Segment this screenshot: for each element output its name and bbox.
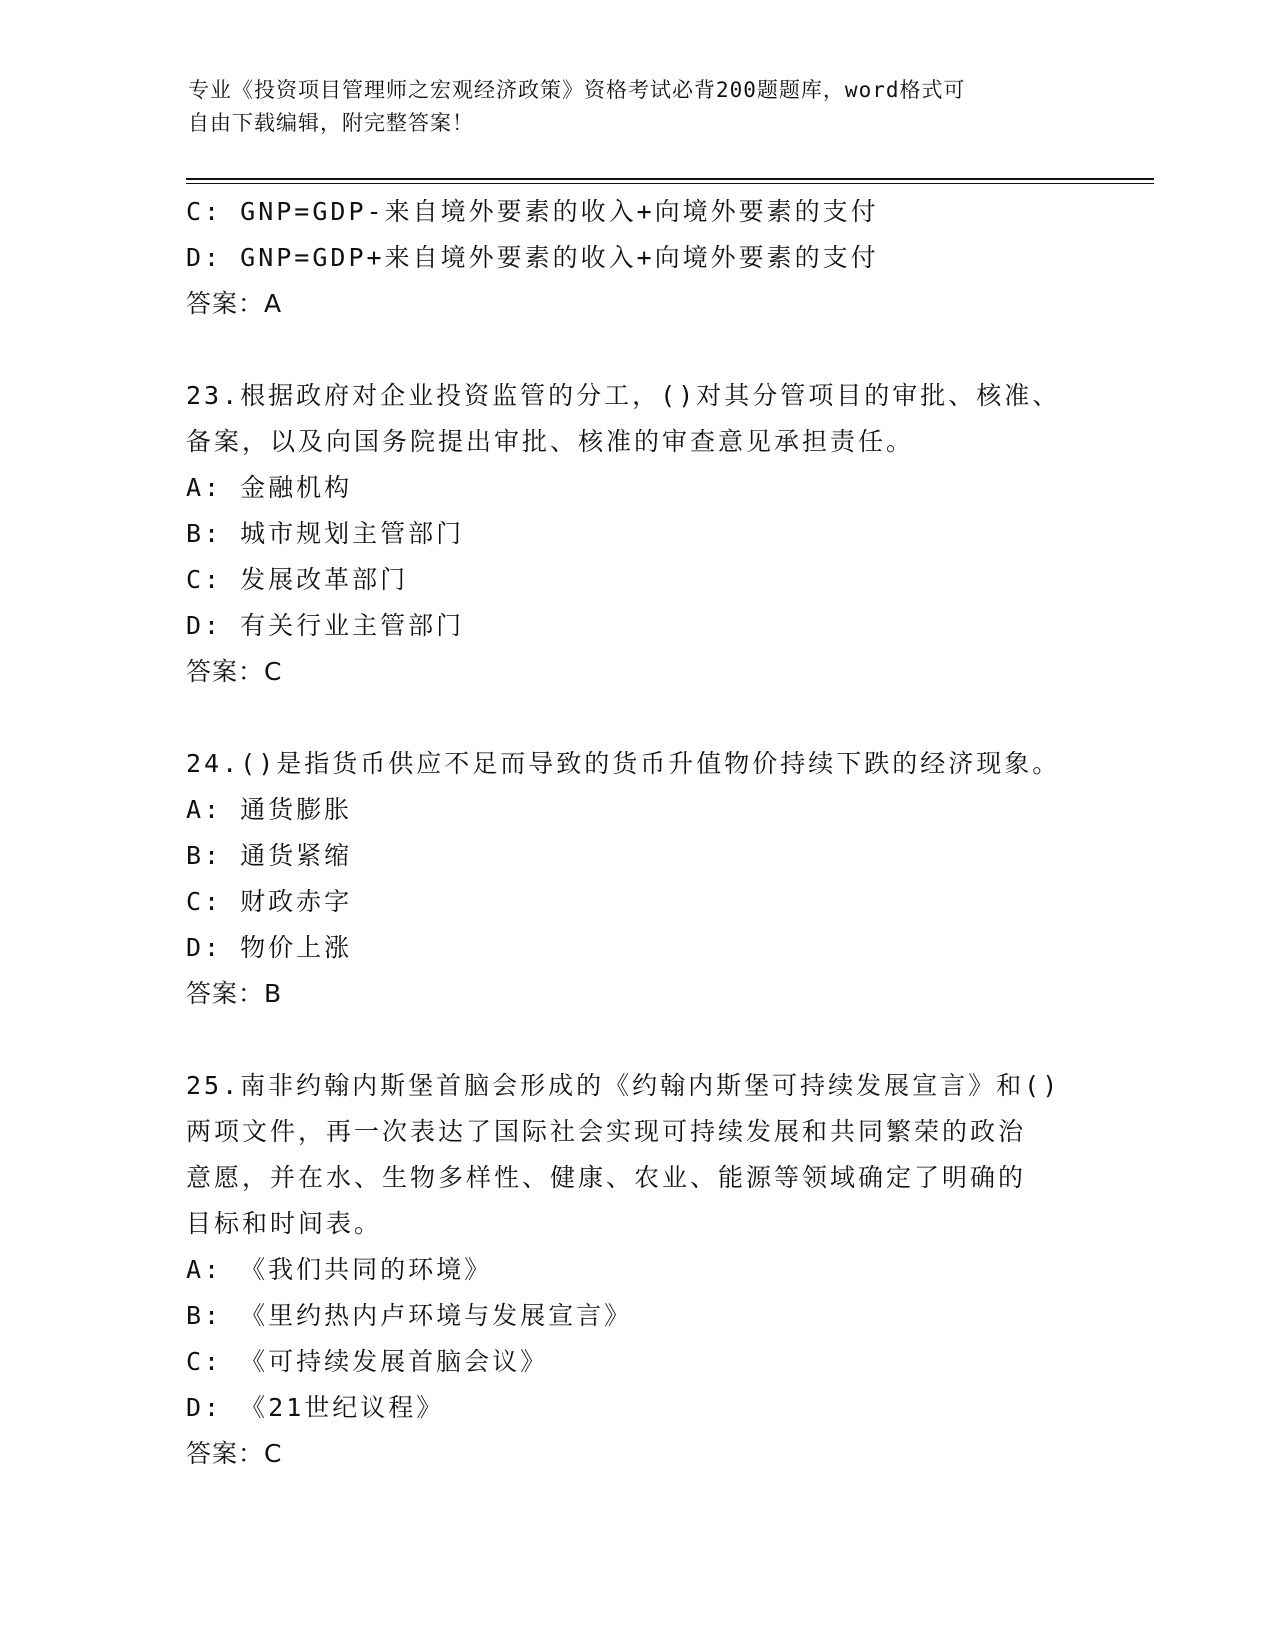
question-22-continued (186, 189, 1086, 327)
option-c: C: 《可持续发展首脑会议》 (186, 1347, 549, 1376)
question-list (186, 189, 1086, 1477)
option-c: C: 发展改革部门 (186, 565, 409, 594)
question-text: 备案，以及向国务院提出审批、核准的审查意见承担责任。 (186, 427, 915, 456)
option-a: A: 金融机构 (186, 473, 353, 502)
option-a: A: 通货膨胀 (186, 795, 353, 824)
answer: 答案：A (186, 289, 283, 318)
option-d: D: GNP=GDP+来自境外要素的收入+向境外要素的支付 (186, 243, 879, 272)
header-divider-thick (186, 178, 1154, 180)
option-a: A: 《我们共同的环境》 (186, 1255, 493, 1284)
question-23 (186, 373, 1086, 695)
option-c: C: GNP=GDP-来自境外要素的收入+向境外要素的支付 (186, 197, 879, 226)
option-d: D: 《21世纪议程》 (186, 1393, 445, 1422)
question-text: 两项文件，再一次表达了国际社会实现可持续发展和共同繁荣的政治 (186, 1117, 1027, 1146)
header-line-1: 专业《投资项目管理师之宏观经济政策》资格考试必背200题题库，word格式可 (188, 78, 966, 102)
question-text: 意愿，并在水、生物多样性、健康、农业、能源等领域确定了明确的 (186, 1163, 1027, 1192)
question-text: 24.()是指货币供应不足而导致的货币升值物价持续下跌的经济现象。 (186, 749, 1061, 778)
option-d: D: 物价上涨 (186, 933, 353, 962)
option-b: B: 城市规划主管部门 (186, 519, 465, 548)
question-25 (186, 1063, 1086, 1477)
spacer (186, 695, 1086, 741)
question-text: 23.根据政府对企业投资监管的分工，()对其分管项目的审批、核准、 (186, 381, 1061, 410)
document-header (188, 74, 1068, 140)
option-b: B: 通货紧缩 (186, 841, 353, 870)
question-text: 25.南非约翰内斯堡首脑会形成的《约翰内斯堡可持续发展宣言》和() (186, 1071, 1061, 1100)
option-b: B: 《里约热内卢环境与发展宣言》 (186, 1301, 633, 1330)
answer: 答案：C (186, 657, 283, 686)
question-24 (186, 741, 1086, 1017)
header-divider-thin (186, 183, 1154, 184)
answer: 答案：B (186, 979, 283, 1008)
answer: 答案：C (186, 1439, 283, 1468)
option-d: D: 有关行业主管部门 (186, 611, 465, 640)
question-text: 目标和时间表。 (186, 1209, 383, 1238)
header-line-2: 自由下载编辑，附完整答案！ (188, 111, 474, 135)
spacer (186, 327, 1086, 373)
spacer (186, 1017, 1086, 1063)
option-c: C: 财政赤字 (186, 887, 353, 916)
